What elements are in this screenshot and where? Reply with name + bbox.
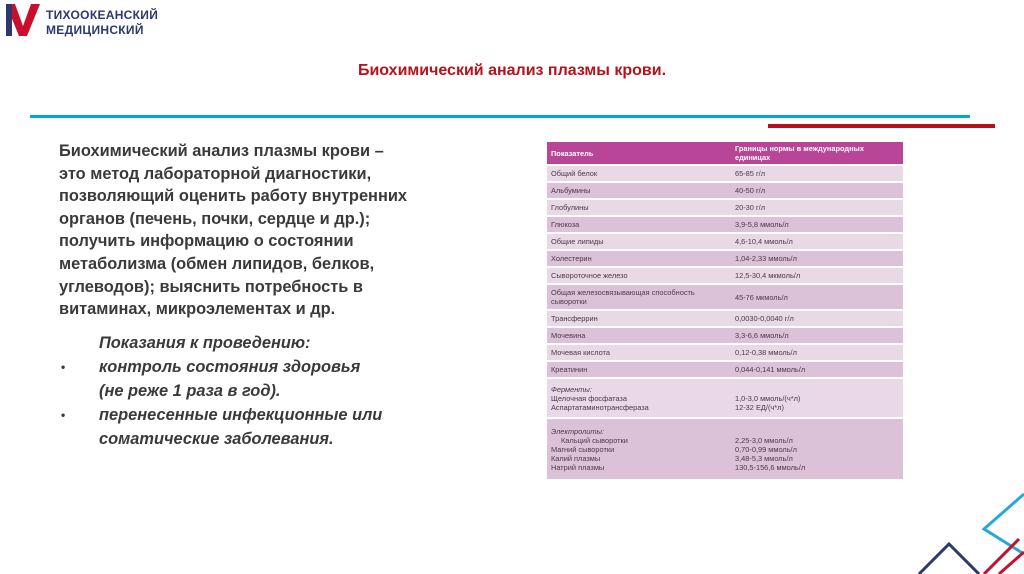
logo-text-line2: МЕДИЦИНСКИЙ — [46, 23, 144, 37]
corner-decoration-icon — [904, 434, 1024, 574]
table-row — [547, 200, 903, 215]
indicator-value: 20-30 г/л — [731, 200, 903, 215]
electrolytes-group-title: Электролиты: — [551, 426, 605, 436]
indicator-name: Сывороточное железо — [547, 268, 731, 283]
indicator-value: 1,04-2,33 ммоль/л — [731, 251, 903, 266]
body-line: Биохимический анализ плазмы крови – — [59, 142, 384, 160]
indicator-value: 130,5-156,6 ммоль/л — [735, 462, 806, 472]
indicator-value: 1,0-3,0 ммоль/(ч*л) — [735, 393, 801, 403]
enzymes-group-row — [547, 379, 903, 417]
title-divider-blue — [30, 115, 970, 118]
bullet-icon: • — [61, 360, 66, 374]
body-line: позволяющий оценить работу внутренних — [59, 187, 408, 206]
body-line: органов (печень, почки, сердце и др.); — [59, 209, 371, 228]
table-row — [547, 362, 903, 377]
indicator-value: 3,9-5,8 ммоль/л — [731, 217, 903, 232]
indicator-name: Трансферрин — [547, 311, 731, 326]
indicator-value: 0,0030-0,0040 г/л — [731, 311, 903, 326]
indicator-value: 12-32 ЕД/(ч*л) — [735, 402, 784, 412]
indicator-name: Натрий плазмы — [551, 462, 605, 472]
indication-line: (не реже 1 раза в год). — [99, 382, 281, 400]
table-row — [547, 328, 903, 343]
indicator-name: Альбумины — [547, 183, 731, 198]
indicator-name: Щелочная фосфатаза — [551, 393, 627, 403]
indicator-name: Креатинин — [547, 362, 731, 377]
indicator-value: 45-76 мкмоль/л — [731, 285, 903, 309]
indicator-name: Общие липиды — [547, 234, 731, 249]
indication-line: соматические заболевания. — [99, 430, 334, 448]
body-line: углеводов); выяснить потребность в — [59, 277, 363, 296]
indication-item — [59, 403, 499, 451]
indicator-value: 3,3-6,6 ммоль/л — [731, 328, 903, 343]
table-row — [547, 234, 903, 249]
table-row — [547, 217, 903, 232]
indicator-name: Магний сыворотки — [551, 444, 615, 454]
indicator-name: Общая железосвязывающая способность сыворотки — [547, 285, 731, 309]
table-row — [547, 268, 903, 283]
reference-table — [547, 140, 903, 481]
body-line: витаминах, микроэлементах и др. — [59, 300, 336, 319]
indication-line: перенесенные инфекционные или — [99, 406, 383, 424]
table-row — [547, 166, 903, 181]
indicator-value: 0,044-0,141 ммоль/л — [731, 362, 903, 377]
body-line: метаболизма (обмен липидов, белков, — [59, 254, 375, 273]
enzymes-group-title: Ферменты: — [551, 384, 592, 394]
table-row — [547, 311, 903, 326]
indicator-value: 2,25-3,0 ммоль/л — [735, 435, 793, 445]
table-header-cell: Показатель — [547, 142, 731, 164]
body-line: это метод лабораторной диагностики, — [59, 164, 372, 183]
slide-title: Биохимический анализ плазмы крови. — [357, 62, 667, 79]
indications-section — [59, 331, 499, 451]
indicator-value: 0,70-0,99 ммоль/л — [735, 444, 797, 454]
indications-heading: Показания к проведению: — [99, 334, 311, 352]
indicator-name: Аспартатаминотрансфераза — [551, 402, 649, 412]
logo-emblem-icon — [6, 2, 40, 38]
indication-item — [59, 355, 499, 403]
table-header-cell: Границы нормы в международных единицах — [731, 142, 903, 164]
indicator-name: Кальций сыворотки — [561, 435, 628, 445]
title-divider-red — [768, 124, 995, 128]
indication-line: контроль состояния здоровья — [99, 358, 361, 376]
indicator-name: Глюкоза — [547, 217, 731, 232]
table-row — [547, 345, 903, 360]
indicator-value: 3,48-5,3 ммоль/л — [735, 453, 793, 463]
indicator-value: 12,5-30,4 мкмоль/л — [731, 268, 903, 283]
definition-paragraph — [59, 140, 499, 321]
indicator-name: Общий белок — [547, 166, 731, 181]
indicator-name: Холестерин — [547, 251, 731, 266]
university-logo — [6, 2, 166, 42]
table-row — [547, 285, 903, 309]
indicator-value: 65-85 г/л — [731, 166, 903, 181]
indicator-name: Глобулины — [547, 200, 731, 215]
indicator-value: 4,6-10,4 ммоль/л — [731, 234, 903, 249]
electrolytes-group-row — [547, 419, 903, 479]
indicator-name: Мочевина — [547, 328, 731, 343]
indicator-name: Мочевая кислота — [547, 345, 731, 360]
reference-values-table — [547, 140, 903, 512]
table-row — [547, 251, 903, 266]
bullet-icon: • — [61, 408, 66, 422]
logo-text-line1: ТИХООКЕАНСКИЙ — [46, 8, 159, 22]
table-header-row — [547, 142, 903, 164]
indicator-value: 0,12-0,38 ммоль/л — [731, 345, 903, 360]
table-row — [547, 183, 903, 198]
indicator-name: Калий плазмы — [551, 453, 601, 463]
body-line: получить информацию о состоянии — [59, 232, 354, 251]
indicator-value: 40-50 г/л — [731, 183, 903, 198]
